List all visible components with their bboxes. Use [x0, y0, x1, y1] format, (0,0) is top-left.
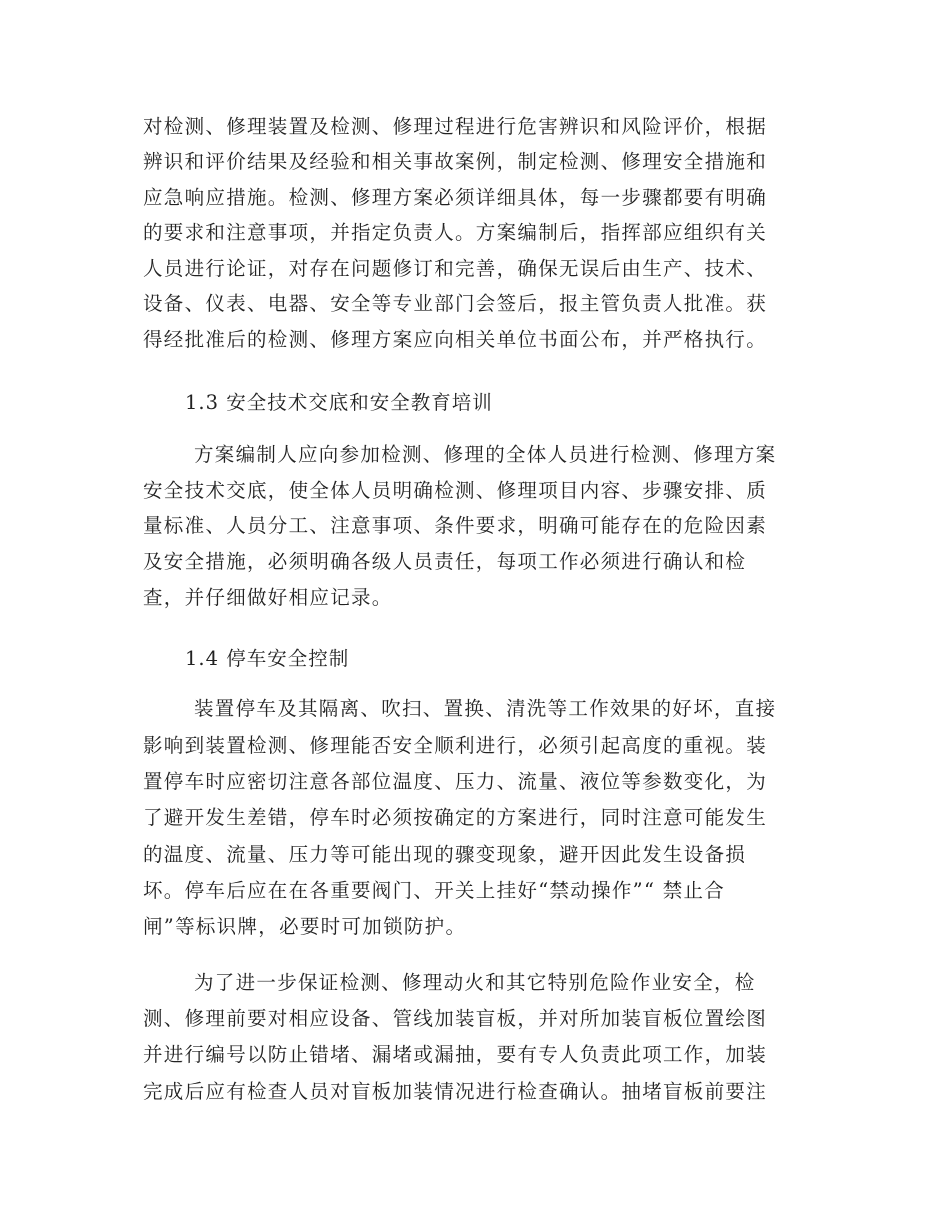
paragraph-2-line: 方案编制人应向参加检测、修理的全体人员进行检测、修理方案 [194, 443, 777, 466]
paragraph-2-line: 及安全措施，必须明确各级人员责任，每项工作必须进行确认和检 [143, 550, 747, 573]
paragraph-1-line: 对检测、修理装置及检测、修理过程进行危害辨识和风险评价，根据 [143, 115, 768, 138]
section-heading-1-3: 1.3 安全技术交底和安全教育培训 [185, 391, 493, 414]
paragraph-2-line: 查，并仔细做好相应记录。 [143, 586, 393, 609]
paragraph-3-line: 装置停车及其隔离、吹扫、置换、清洗等工作效果的好坏，直接 [194, 697, 777, 720]
paragraph-1-line: 设备、仪表、电器、安全等专业部门会签后，报主管负责人批准。获 [143, 292, 768, 315]
section-heading-1-4: 1.4 停车安全控制 [185, 647, 350, 670]
paragraph-1-line: 应急响应措施。检测、修理方案必须详细具体，每一步骤都要有明确 [143, 186, 768, 209]
paragraph-4-line: 并进行编号以防止错堵、漏堵或漏抽，要有专人负责此项工作，加装 [143, 1043, 768, 1066]
paragraph-1-line: 人员进行论证，对存在问题修订和完善，确保无误后由生产、技术、 [143, 257, 768, 280]
paragraph-4-line: 测、修理前要对相应设备、管线加装盲板，并对所加装盲板位置绘图 [143, 1007, 768, 1030]
paragraph-1-line: 辨识和评价结果及经验和相关事故案例，制定检测、修理安全措施和 [143, 150, 768, 173]
paragraph-1-line: 的要求和注意事项，并指定负责人。方案编制后，指挥部应组织有关 [143, 221, 768, 244]
paragraph-3-line: 了避开发生差错，停车时必须按确定的方案进行，同时注意可能发生 [143, 806, 768, 829]
paragraph-4-line: 完成后应有检查人员对盲板加装情况进行检查确认。抽堵盲板前要注 [143, 1080, 768, 1103]
paragraph-4-line: 为了进一步保证检测、修理动火和其它特别危险作业安全，检 [194, 971, 756, 994]
paragraph-2-line: 安全技术交底，使全体人员明确检测、修理项目内容、步骤安排、质 [143, 479, 768, 502]
paragraph-3-line: 的温度、流量、压力等可能出现的骤变现象，避开因此发生设备损 [143, 843, 747, 866]
paragraph-3-line: 闸”等标识牌，必要时可加锁防护。 [143, 915, 467, 938]
paragraph-1-line: 得经批准后的检测、修理方案应向相关单位书面公布，并严格执行。 [143, 328, 768, 351]
paragraph-3-line: 置停车时应密切注意各部位温度、压力、流量、液位等参数变化，为 [143, 770, 768, 793]
paragraph-3-line: 影响到装置检测、修理能否安全顺利进行，必须引起高度的重视。装 [143, 734, 768, 757]
paragraph-2-line: 量标准、人员分工、注意事项、条件要求，明确可能存在的危险因素 [143, 514, 768, 537]
paragraph-3-line: 坏。停车后应在在各重要阀门、开关上挂好“禁动操作”“ 禁止合 [143, 879, 726, 902]
